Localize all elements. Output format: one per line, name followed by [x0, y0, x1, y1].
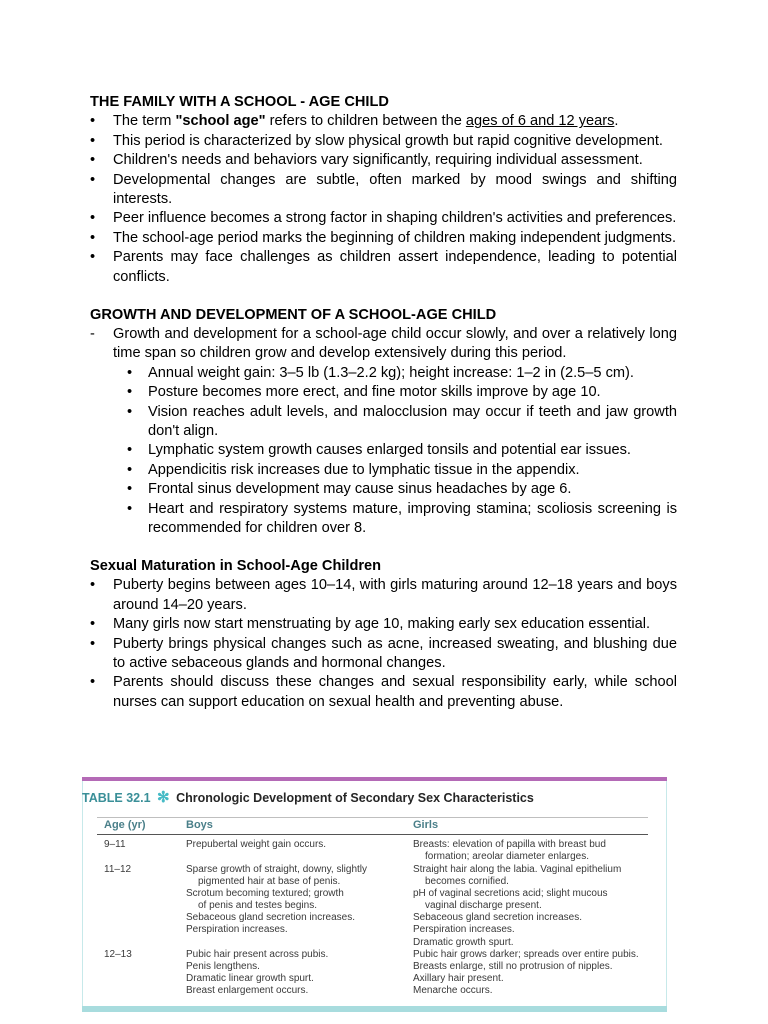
- growth-sub-list: [90, 364, 677, 539]
- list-item: [90, 635, 677, 674]
- section-spacer: [90, 287, 677, 306]
- table-cell-line: 12–13: [104, 949, 132, 960]
- item-text: Many girls now start menstruating by age 10, making early sex education essential.: [113, 616, 650, 633]
- family-bullet-list: [90, 112, 677, 287]
- bullet-icon: •: [90, 616, 96, 633]
- table-cell-line: Scrotum becoming textured; growth: [186, 888, 344, 900]
- item-text: Children's needs and behaviors vary significantly, requiring individual assessment.: [113, 152, 643, 169]
- item-text: Vision reaches adult levels, and malocclusion may occur if teeth and jaw growth don't align.: [148, 403, 677, 439]
- table-cell-line: Dramatic growth spurt.: [413, 936, 514, 948]
- bullet-icon: •: [90, 113, 96, 130]
- table-cell-line: pigmented hair at base of penis.: [198, 876, 341, 888]
- bullet-icon: •: [90, 577, 96, 594]
- age-range-underlined: ages of 6 and 12 years: [465, 113, 615, 130]
- bullet-icon: •: [127, 500, 133, 517]
- table-cell-age: [104, 864, 131, 876]
- column-header-boys: Boys: [186, 819, 213, 831]
- table-cell-boys: [186, 864, 367, 937]
- section-spacer: [90, 538, 677, 557]
- bullet-icon: •: [127, 364, 133, 381]
- table-cell-line: Straight hair along the labia. Vaginal epithelium: [413, 864, 622, 875]
- table-cell-boys: [186, 839, 326, 851]
- bullet-icon: •: [90, 674, 96, 691]
- growth-list: [90, 325, 677, 364]
- list-item: [90, 615, 677, 634]
- list-item: [90, 403, 677, 442]
- dash-icon: -: [90, 325, 95, 342]
- table-cell-line: 9–11: [104, 839, 126, 850]
- table-cell-girls: [413, 864, 621, 949]
- list-item: [90, 209, 677, 228]
- item-text: Parents should discuss these changes and sexual responsibility early, while school nurses can support education on sexual health and preventing abuse.: [113, 674, 677, 710]
- section-heading-growth: GROWTH AND DEVELOPMENT OF A SCHOOL-AGE CHILD: [90, 306, 497, 323]
- table-cell-girls: [413, 839, 606, 863]
- list-item: [90, 325, 677, 364]
- table-caption: Chronologic Development of Secondary Sex Characteristics: [176, 791, 534, 805]
- table-cell-line: Axillary hair present.: [413, 973, 504, 985]
- bullet-icon: •: [127, 384, 133, 401]
- section-heading-family: THE FAMILY WITH A SCHOOL - AGE CHILD: [90, 94, 389, 110]
- list-item: [90, 132, 677, 151]
- table-cell-line: Perspiration increases.: [186, 924, 288, 936]
- list-item: [90, 480, 677, 499]
- bullet-icon: •: [90, 171, 96, 188]
- table-cell-line: Breasts: elevation of papilla with breast bud: [413, 839, 606, 850]
- list-item: [90, 171, 677, 210]
- bullet-icon: •: [90, 152, 96, 169]
- table-cell-line: becomes cornified.: [425, 876, 509, 888]
- table-cell-age: [104, 839, 126, 851]
- asterisk-icon: ✻: [157, 789, 170, 806]
- bullet-icon: •: [127, 461, 133, 478]
- table-cell-line: Pubic hair present across pubis.: [186, 949, 329, 960]
- table-cell-line: formation; areolar diameter enlarges.: [425, 851, 589, 863]
- item-text: The term: [113, 113, 176, 130]
- list-item: [90, 364, 677, 383]
- table-cell-line: 11–12: [104, 864, 132, 875]
- table-cell-line: vaginal discharge present.: [425, 900, 542, 912]
- bullet-icon: •: [90, 132, 96, 149]
- item-text: Appendicitis risk increases due to lymphatic tissue in the appendix.: [148, 461, 580, 478]
- table-cell-line: Perspiration increases.: [413, 924, 515, 936]
- item-text: Parents may face challenges as children assert independence, leading to potential conflicts.: [113, 249, 677, 285]
- item-text: Frontal sinus development may cause sinus headaches by age 6.: [148, 481, 572, 498]
- list-item: [90, 500, 677, 539]
- bullet-icon: •: [127, 403, 133, 420]
- table-header-rule: [97, 834, 648, 835]
- column-header-age: Age (yr): [104, 819, 146, 831]
- table-cell-line: Penis lengthens.: [186, 961, 260, 973]
- item-text: Posture becomes more erect, and fine motor skills improve by age 10.: [148, 384, 601, 401]
- table-bottom-bar: [82, 1006, 667, 1012]
- table-cell-line: Prepubertal weight gain occurs.: [186, 839, 327, 850]
- document-body: [90, 93, 677, 712]
- item-text: Developmental changes are subtle, often marked by mood swings and shifting interests.: [113, 171, 677, 208]
- table-cell-line: Sebaceous gland secretion increases.: [413, 912, 582, 924]
- list-item: [90, 383, 677, 402]
- table-cell-line: Breast enlargement occurs.: [186, 985, 309, 997]
- bullet-icon: •: [127, 442, 133, 459]
- item-text: Growth and development for a school-age child occur slowly, and over a relatively long time span so children grow and develop extensively during this period.: [113, 325, 677, 362]
- list-item: [90, 151, 677, 170]
- item-text: The school-age period marks the beginning of children making independent judgments.: [113, 229, 677, 246]
- table-cell-line: Breasts enlarge, still no protrusion of nipples.: [413, 961, 613, 973]
- maturation-bullet-list: [90, 576, 677, 712]
- list-item: [90, 441, 677, 460]
- table-cell-line: Pubic hair grows darker; spreads over entire pubis.: [413, 949, 639, 960]
- item-text: refers to children between the: [265, 113, 466, 130]
- table-cell-girls: [413, 949, 639, 997]
- bullet-icon: •: [90, 249, 96, 266]
- list-item: [90, 248, 677, 287]
- table-cell-line: Dramatic linear growth spurt.: [186, 973, 314, 985]
- table-cell-boys: [186, 949, 328, 997]
- list-item: [90, 576, 677, 615]
- table-number: TABLE 32.1: [82, 791, 151, 805]
- bullet-icon: •: [90, 635, 96, 652]
- school-age-term: "school age": [175, 113, 266, 130]
- table-rule: [97, 817, 648, 818]
- table-cell-age: [104, 949, 132, 961]
- item-text: Lymphatic system growth causes enlarged tonsils and potential ear issues.: [148, 442, 631, 459]
- column-header-girls: Girls: [413, 819, 439, 831]
- item-text: .: [614, 113, 619, 130]
- table-cell-line: Sebaceous gland secretion increases.: [186, 912, 355, 924]
- list-item: [90, 673, 677, 712]
- item-text: Heart and respiratory systems mature, improving stamina; scoliosis screening is recommended for children over 8.: [148, 500, 677, 537]
- table-cell-line: Menarche occurs.: [413, 985, 493, 997]
- bullet-icon: •: [90, 210, 96, 227]
- item-text: Puberty brings physical changes such as acne, increased sweating, and blushing due to active sebaceous glands and hormonal changes.: [113, 635, 677, 671]
- bullet-icon: •: [90, 229, 96, 246]
- table-cell-line: Sparse growth of straight, downy, slightly: [186, 864, 368, 875]
- list-item: [90, 461, 677, 480]
- item-text: Annual weight gain: 3–5 lb (1.3–2.2 kg); height increase: 1–2 in (2.5–5 cm).: [148, 364, 634, 381]
- bullet-icon: •: [127, 481, 133, 498]
- table-figure: [82, 777, 667, 1012]
- section-heading-sexual-maturation: Sexual Maturation in School-Age Children: [90, 557, 382, 574]
- table-title: [82, 788, 534, 806]
- table-cell-line: pH of vaginal secretions acid; slight mucous: [413, 888, 608, 900]
- item-text: Puberty begins between ages 10–14, with girls maturing around 12–18 years and boys around 14–20 years.: [113, 577, 677, 613]
- table-cell-line: of penis and testes begins.: [198, 900, 317, 912]
- item-text: This period is characterized by slow physical growth but rapid cognitive development.: [113, 132, 663, 149]
- item-text: Peer influence becomes a strong factor in shaping children's activities and preferences.: [113, 210, 677, 227]
- list-item: [90, 112, 677, 131]
- list-item: [90, 229, 677, 248]
